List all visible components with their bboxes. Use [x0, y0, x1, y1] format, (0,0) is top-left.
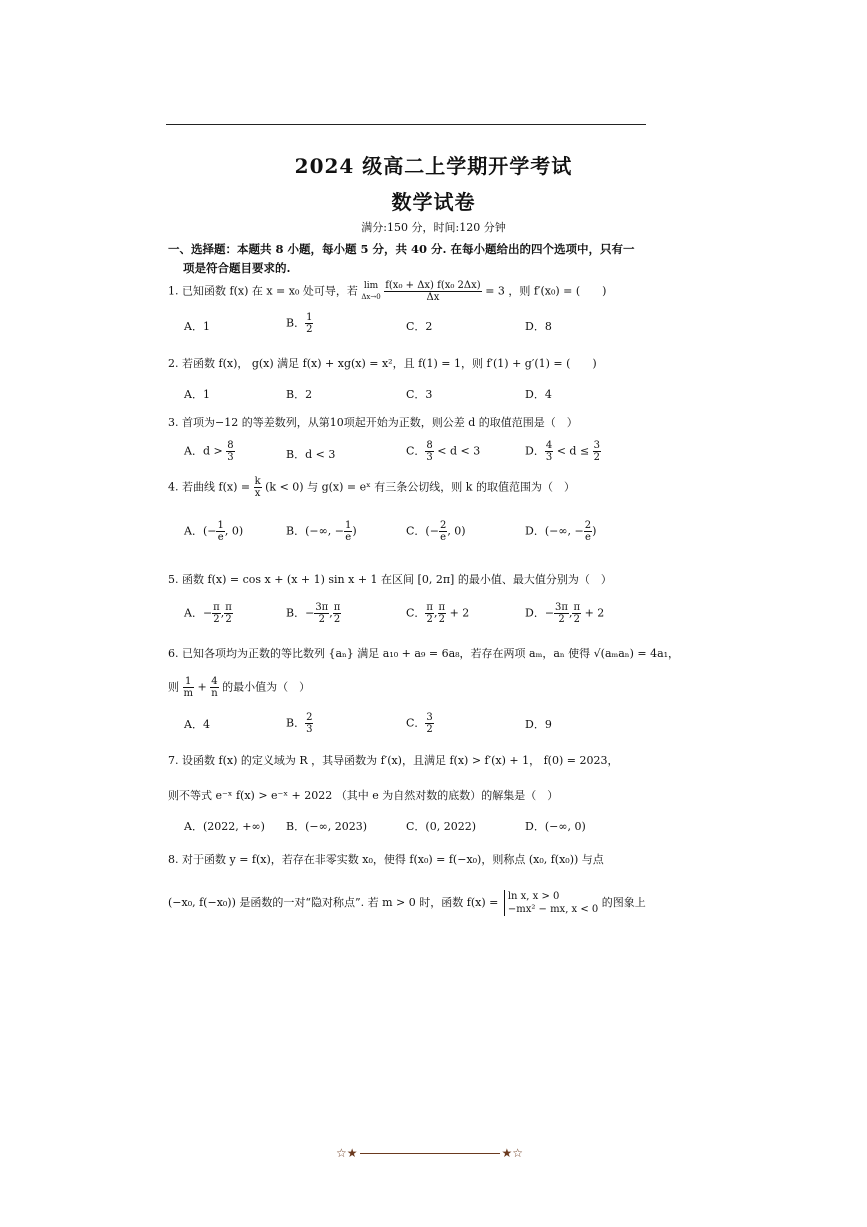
question-6: [168, 645, 680, 661]
section-line-1: 一、选择题：本题共 8 小题，每小题 5 分，共 40 分. 在每小题给出的四个选项中，只有一: [168, 242, 635, 256]
option-c: C． $\frac{\pi}{2}$ , $\frac{\pi}{2}$ + 2: [406, 602, 470, 625]
question-2: [168, 355, 668, 371]
option-c: C．2: [406, 320, 433, 333]
option-b: B．(−∞, − $\frac{1}{e}$ ): [286, 520, 357, 543]
option-b: B．d < 3: [286, 448, 336, 461]
question-7-line-2: 则不等式 e⁻ˣ f(x) > e⁻ˣ + 2022 （其中 e 为自然对数的底数）的解集是（ ）: [168, 789, 559, 802]
exam-meta: 满分:150 分，时间:120 分钟: [361, 221, 506, 234]
question-stem: 若函数 f(x)， g(x) 满足 f(x) + xg(x) = x²，且 f(1) = 1，则 f′(1) + g′(1) = ( ): [182, 357, 597, 370]
option-b: B．− $\frac{3\pi}{2}$ , $\frac{\pi}{2}$: [286, 602, 341, 625]
question-number: 3.: [168, 416, 179, 429]
option-a: A．− $\frac{\pi}{2}$ , $\frac{\pi}{2}$: [184, 602, 232, 625]
option-d: D．9: [525, 718, 552, 731]
option-d: D． $\frac{4}{3}$ < d ≤ $\frac{3}{2}$: [525, 440, 601, 463]
option-a: A．(2022, +∞): [184, 820, 265, 833]
footer-stars-right: ★☆: [501, 1146, 524, 1160]
question-number: 1.: [168, 284, 179, 298]
k-over-x: $\frac{k}{x}$: [254, 476, 261, 499]
exam-title: 2024 级高二上学期开学考试: [294, 154, 573, 178]
question-stem: 对于函数 y = f(x)，若存在非零实数 x₀，使得 f(x₀) = f(−x₀)，则称点 (x₀, f(x₀)) 与点: [182, 853, 604, 866]
option-c: C．3: [406, 388, 433, 401]
option-c: C． $\frac{8}{3}$ < d < 3: [406, 440, 481, 463]
option-b: B．2: [286, 388, 313, 401]
question-stem: 已知各项均为正数的等比数列 {aₙ} 满足 a₁₀ + a₉ = 6a₈，若存在两项 aₘ，aₙ 使得 √(aₘaₙ) = 4a₁，: [182, 647, 680, 660]
option-d: D．− $\frac{3\pi}{2}$ , $\frac{\pi}{2}$ + 2: [525, 602, 605, 625]
question-8: [168, 851, 668, 867]
question-stem: 首项为−12 的等差数列，从第10项起开始为正数，则公差 d 的取值范围是（ ）: [182, 416, 578, 429]
header-rule: [166, 124, 646, 125]
question-number: 7.: [168, 754, 179, 767]
section-line-2: 项是符合题目要求的.: [183, 261, 291, 275]
option-c: C．(0, 2022): [406, 820, 476, 833]
question-number: 4.: [168, 480, 179, 494]
question-5: [168, 571, 668, 587]
option-a: A．1: [184, 388, 210, 401]
question-stem: 设函数 f(x) 的定义域为 R ，其导函数为 f′(x)，且满足 f(x) > f′(x) + 1， f(0) = 2023，: [182, 754, 619, 767]
question-stem-tail: (k < 0) 与 g(x) = eˣ 有三条公切线，则 k 的取值范围为（ ）: [265, 480, 575, 494]
question-stem: 已知函数 f(x) 在 x = x₀ 处可导，若: [182, 284, 358, 298]
option-a: A．(− $\frac{1}{e}$ , 0): [184, 520, 244, 543]
option-d: D．(−∞, 0): [525, 820, 586, 833]
option-a: A．1: [184, 320, 210, 333]
option-d: D．(−∞, − $\frac{2}{e}$ ): [525, 520, 597, 543]
limit: lim Δx→0: [361, 280, 381, 301]
question-number: 2.: [168, 357, 179, 370]
option-c: C． $\frac{3}{2}$: [406, 712, 433, 735]
option-a: A．d > $\frac{8}{3}$: [184, 440, 234, 463]
piecewise-cases: ln x, x > 0 −mx² − mx, x < 0: [504, 890, 598, 916]
question-number: 6.: [168, 647, 179, 660]
option-b: B． $\frac{1}{2}$: [286, 312, 313, 335]
option-b: B．(−∞, 2023): [286, 820, 368, 833]
option-d: D．4: [525, 388, 552, 401]
question-stem: 若曲线 f(x) =: [182, 480, 251, 494]
page-footer: [336, 1146, 536, 1160]
question-number: 8.: [168, 853, 179, 866]
limit-fraction: $\frac{\text{f(x₀ + Δx) f(x₀ 2Δx)}}{\Delta x}$: [385, 280, 481, 303]
question-7: [168, 752, 668, 768]
footer-stars-left: ☆★: [336, 1146, 358, 1160]
question-6-line-2: 则 $\frac{1}{m}$ + $\frac{4}{n}$ 的最小值为（ ）: [168, 676, 311, 699]
question-8-line-2: (−x₀, f(−x₀)) 是函数的一对“隐对称点”. 若 m > 0 时，函数 f(x) = ln x, x > 0 −mx² − mx, x < 0 的图象上: [168, 891, 646, 915]
question-stem: 函数 f(x) = cos x + (x + 1) sin x + 1 在区间 [0, 2π] 的最小值、最大值分别为（ ）: [182, 573, 612, 586]
option-b: B． $\frac{2}{3}$: [286, 712, 313, 735]
question-4: [168, 476, 668, 499]
section-heading: [168, 240, 650, 278]
option-c: C．(− $\frac{2}{e}$ , 0): [406, 520, 466, 543]
one-over-m: $\frac{1}{m}$: [183, 676, 193, 699]
question-1: [168, 280, 668, 303]
option-a: A．4: [184, 718, 210, 731]
question-3: [168, 414, 668, 430]
exam-subtitle: 数学试卷: [391, 190, 476, 214]
option-d: D．8: [525, 320, 552, 333]
four-over-n: $\frac{4}{n}$: [211, 676, 218, 699]
question-stem-tail: = 3 ，则 f′(x₀) = ( ): [485, 284, 607, 298]
footer-rule: [360, 1153, 500, 1154]
question-number: 5.: [168, 573, 179, 586]
